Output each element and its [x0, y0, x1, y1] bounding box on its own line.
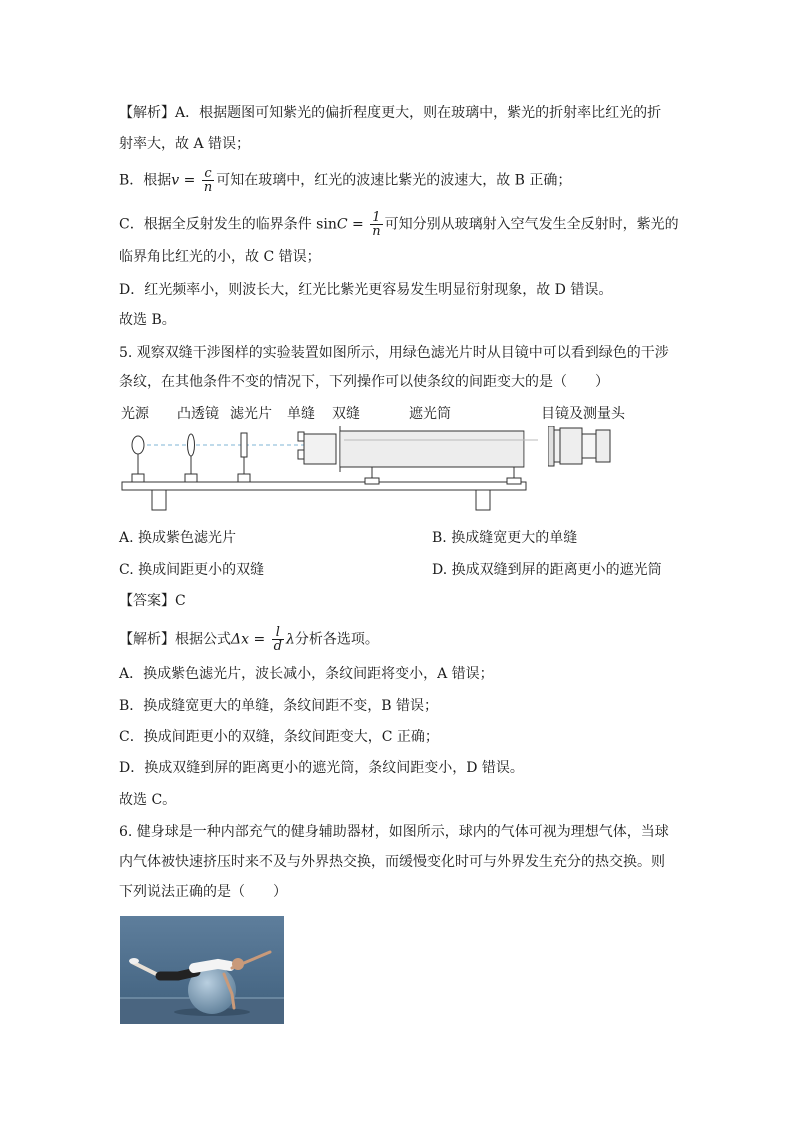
analysis-line: A．换成紫色滤光片，波长减小，条纹间距将变小，A 错误； — [119, 666, 494, 682]
label-filter: 滤光片 — [230, 406, 272, 422]
analysis-conclusion: 故选 C。 — [119, 792, 177, 808]
answer: 【答案】C — [119, 593, 186, 609]
label-light-tube: 遮光筒 — [409, 406, 451, 422]
label-convex-lens: 凸透镜 — [177, 406, 219, 422]
analysis-line-b: B．根据v = $\frac{c}{n}$ 可知在玻璃中，红光的波速比紫光的波速大，故 B 正确； — [119, 166, 572, 195]
analysis-line: C．换成间距更小的双缝，条纹间距变大，C 正确； — [119, 729, 439, 745]
analysis-line: D．换成双缝到屏的距离更小的遮光筒，条纹间距变小，D 错误。 — [119, 760, 524, 776]
analysis-line: 临界角比红光的小，故 C 错误； — [119, 249, 321, 265]
analysis-line-c: C．根据全反射发生的临界条件 sinC = $\frac{1}{n}$ 可知分别从玻璃射入空气发生全反射时，紫光的 — [119, 210, 679, 239]
analysis-line: D．红光频率小，则波长大，红光比紫光更容易发生明显衍射现象，故 D 错误。 — [119, 282, 613, 298]
analysis-tag: 【解析】 — [119, 105, 175, 121]
apparatus-diagram — [118, 420, 538, 516]
analysis-line: 射率大，故 A 错误； — [119, 136, 251, 152]
question-stem: 下列说法正确的是（ ） — [119, 884, 287, 900]
label-light-source: 光源 — [121, 406, 149, 422]
analysis-line: 【解析】A．根据题图可知紫光的偏折程度更大，则在玻璃中，紫光的折射率比红光的折 — [119, 105, 662, 121]
question-stem: 条纹，在其他条件不变的情况下，下列操作可以使条纹的间距变大的是（ ） — [119, 374, 609, 390]
label-eyepiece: 目镜及测量头 — [541, 406, 625, 422]
label-single-slit: 单缝 — [287, 406, 315, 422]
option-c[interactable]: C. 换成间距更小的双缝 — [119, 562, 265, 578]
option-d[interactable]: D. 换成双缝到屏的距离更小的遮光筒 — [432, 562, 662, 578]
fraction: $\frac{c}{n}$ — [203, 166, 213, 195]
fitness-ball-photo — [120, 916, 284, 1024]
analysis-line-formula: 【解析】根据公式Δx = $\frac{l}{d}$ λ分析各选项。 — [119, 625, 379, 654]
fraction: $\frac{l}{d}$ — [273, 625, 282, 654]
question-stem: 5. 观察双缝干涉图样的实验装置如图所示，用绿色滤光片时从目镜中可以看到绿色的干涉 — [119, 345, 669, 361]
option-b[interactable]: B. 换成缝宽更大的单缝 — [432, 530, 578, 546]
question-stem: 内气体被快速挤压时来不及与外界热交换，而缓慢变化时可与外界发生充分的热交换。则 — [119, 854, 665, 870]
question-stem: 6. 健身球是一种内部充气的健身辅助器材，如图所示，球内的气体可视为理想气体，当球 — [119, 824, 669, 840]
label-double-slit: 双缝 — [332, 406, 360, 422]
analysis-conclusion: 故选 B。 — [119, 312, 176, 328]
fraction: $\frac{1}{n}$ — [372, 210, 381, 239]
eyepiece-drawing — [548, 426, 618, 468]
analysis-tag: 【解析】 — [119, 631, 175, 648]
option-a[interactable]: A. 换成紫色滤光片 — [119, 530, 237, 546]
analysis-line: B．换成缝宽更大的单缝，条纹间距不变，B 错误； — [119, 698, 439, 714]
